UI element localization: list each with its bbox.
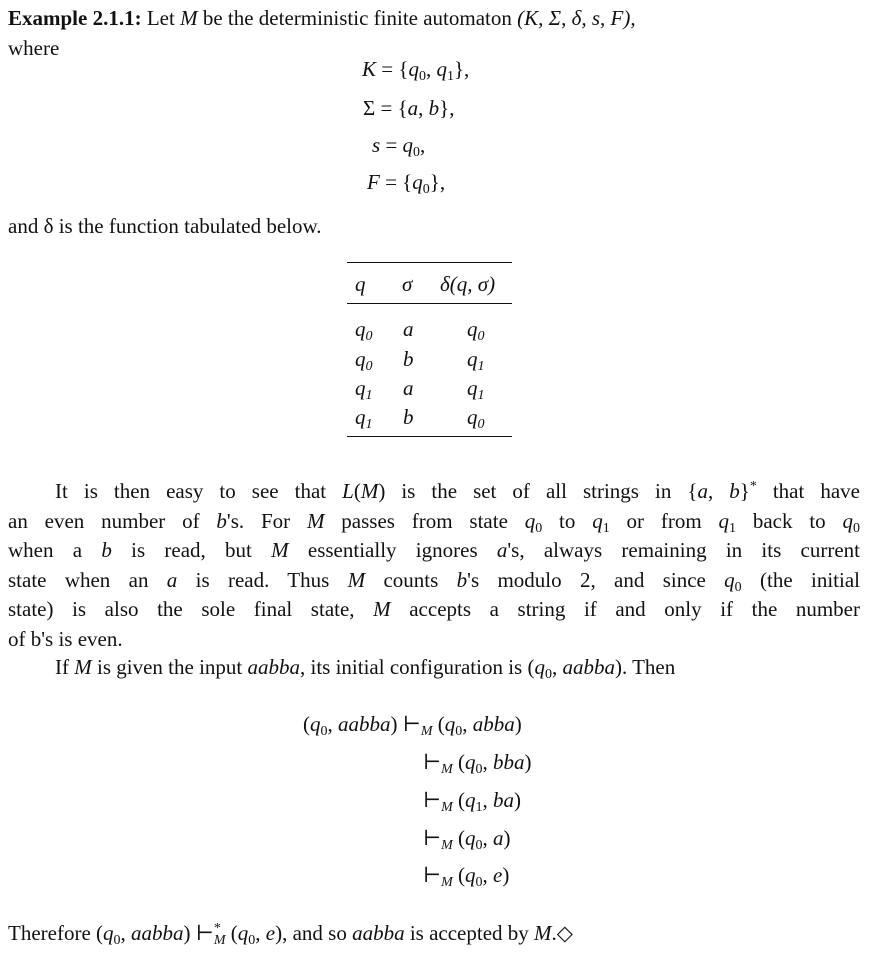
table-row-4-delta: $q_0$ — [467, 405, 485, 432]
table-intro: and δ is the function tabulated below. — [8, 214, 322, 238]
heading-tuple: (K, Σ, δ, s, F), — [517, 6, 636, 30]
where-text: where — [8, 36, 60, 60]
paragraph-1-line-1: It is then easy to see that L(M) is the set of all strings in {a, b}* that have — [55, 479, 860, 503]
heading-text-1: Let — [146, 6, 175, 30]
table-header-sigma: σ — [402, 272, 413, 296]
example-label: Example 2.1.1: — [8, 6, 142, 30]
paragraph-1-line-2: an even number of b's. For M passes from state $q_0$ to $q_1$ or from $q_1$ back to $q_0$ — [8, 509, 860, 536]
derivation-start: ($q_0$, aabba) $⊢_M$ ($q_0$, abba) — [303, 712, 522, 739]
table-row-3-q: $q_1$ — [355, 376, 373, 403]
table-row-4-sigma: b — [403, 405, 414, 429]
derivation-step-5: $⊢_M$ ($q_0$, e) — [423, 863, 510, 890]
table-header-rule — [347, 303, 512, 304]
heading-m: M — [180, 6, 198, 30]
table-header-q: q — [355, 272, 366, 296]
conclusion: Therefore ($q_0$, aabba) $⊢^*_M$ ($q_0$, e), and so aabba is accepted by M.◇ — [8, 921, 573, 948]
heading-text-2: be the deterministic finite automaton — [202, 6, 512, 30]
table-top-rule — [347, 262, 512, 263]
example-heading — [8, 6, 636, 31]
definition-f: $F = \{q_0\}$, — [367, 170, 446, 197]
table-bottom-rule — [347, 436, 512, 437]
table-row-3-delta: $q_1$ — [467, 376, 485, 403]
table-row-3-sigma: a — [403, 376, 414, 400]
definition-k: $K = \{q_0$, $q_1$}, — [362, 57, 470, 84]
definition-s: $s = q_0$, — [372, 133, 426, 160]
paragraph-1-line-4: state when an a is read. Thus M counts b's modulo 2, and since $q_0$ (the initial — [8, 568, 860, 595]
derivation-step-2: $⊢_M$ ($q_0$, bba) — [423, 750, 532, 777]
derivation-step-4: $⊢_M$ ($q_0$, a) — [423, 826, 511, 853]
definition-sigma: Σ = {a, b}, — [363, 96, 455, 120]
paragraph-1-line-3: when a b is read, but M essentially ignores a's, always remaining in its current — [8, 538, 861, 562]
table-row-2-sigma: b — [403, 347, 414, 371]
table-row-1-q: $q_0$ — [355, 317, 373, 344]
paragraph-1-line-6: of b's is even. — [8, 627, 123, 651]
table-row-2-delta: $q_1$ — [467, 347, 485, 374]
derivation-step-3: $⊢_M$ ($q_1$, ba) — [423, 788, 521, 815]
paragraph-1-line-5: state) is also the sole final state, M accepts a string if and only if the number — [8, 597, 860, 621]
paragraph-2: If M is given the input aabba, its initial configuration is ($q_0$, aabba). Then — [55, 655, 676, 682]
table-row-2-q: $q_0$ — [355, 347, 373, 374]
table-row-1-sigma: a — [403, 317, 414, 341]
table-row-4-q: $q_1$ — [355, 405, 373, 432]
table-header-delta: δ(q, σ) — [440, 272, 496, 296]
table-row-1-delta: $q_0$ — [467, 317, 485, 344]
